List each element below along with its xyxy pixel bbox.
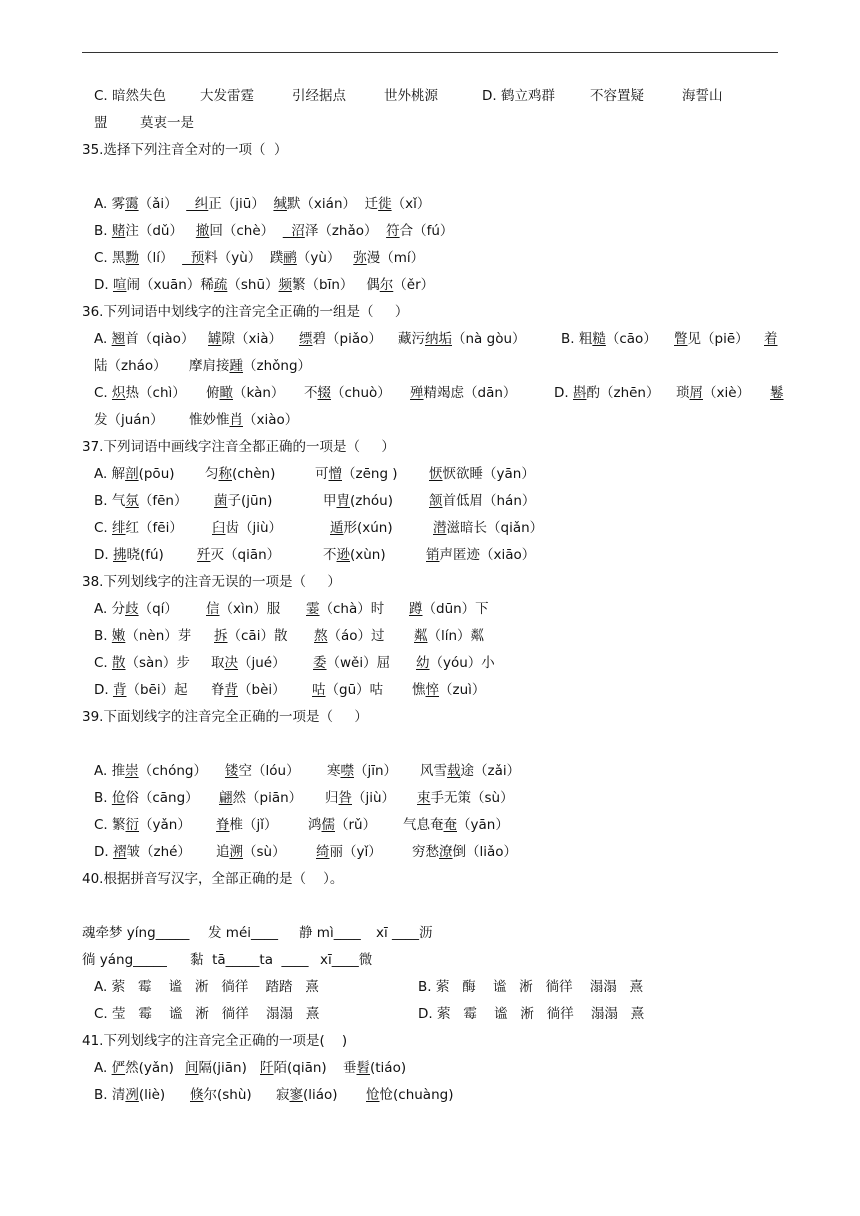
text-segment: 36.下列词语中划线字的注音完全正确的一组是（ ） [82,304,409,320]
text-segment: 穷愁潦倒（liǎo） [412,844,518,860]
text-segment: 鬈 [770,385,784,401]
text-segment: 取决（jué） [211,655,286,671]
text-segment: 追溯（sù） [216,844,286,860]
text-segment: 潜滋暗长（qiǎn） [433,520,544,536]
text-segment: 束手无策（sù） [417,790,514,806]
text-segment: 39.下面划线字的注音完全正确的一项是（ ） [82,709,368,725]
text-segment: 不容置疑 [590,88,644,104]
text-segment: B. 萦 酶 谧 淅 徜徉 溻溻 熹 [418,979,644,995]
text-segment: 憔悴（zuì） [412,682,486,698]
text-segment: 鸿儒（rǔ） [308,817,377,833]
text-segment: 臼齿（jiù） [212,520,283,536]
text-segment: D. 斟酌（zhēn） [554,385,660,401]
text-segment: 静 mì____ [299,925,361,941]
text-segment: 世外桃源 [384,88,438,104]
text-segment: 黏 tā_____ta ____ [190,952,309,968]
text-segment: 莫衷一是 [140,115,194,131]
text-segment: 罅隙（xià） [208,331,283,347]
text-segment: 咕（gū）咕 [312,682,384,698]
text-segment: 霎（chà）时 [306,601,385,617]
text-segment: 海誓山 [682,88,723,104]
text-segment: 不逊(xùn) [323,547,386,563]
text-segment: 间隔(jiān) [185,1060,247,1076]
text-segment: A. 雾霭（ǎi） 纠正（jiū） 缄默（xián） 迁徙（xǐ） [94,196,431,212]
text-segment: D. 褶皱（zhé） [94,844,191,860]
text-segment: 41.下列划线字的注音完全正确的一项是( ) [82,1033,348,1049]
text-segment: C. 黑黝（lí） 预料（yù） 蹼鹂（yù） 弥漫（mí） [94,250,425,266]
text-segment: 熬（áo）过 [314,628,385,644]
text-segment: 37.下列词语中画线字注音全都正确的一项是（ ） [82,439,395,455]
text-segment: 气息奄奄（yān） [403,817,509,833]
text-segment: 脊背（bèi） [211,682,286,698]
text-segment: 殚精竭虑（dān） [410,385,517,401]
text-segment: 匀称(chèn) [205,466,276,482]
text-segment: B. 气氛（fēn） [94,493,188,509]
text-segment: A. 俨然(yǎn) [94,1060,174,1076]
header-rule [82,52,778,53]
text-segment: B. 清冽(liè) [94,1087,166,1103]
text-segment: C. 炽热（chì） [94,385,186,401]
text-segment: B. 伧俗（cāng） [94,790,199,806]
text-segment: D. 萦 霉 谧 淅 徜徉 溻溻 熹 [418,1006,645,1022]
text-segment: B. 嫩（nèn）芽 [94,628,192,644]
text-segment: 倏尔(shù) [190,1087,252,1103]
text-segment: 甲胄(zhóu) [323,493,393,509]
text-segment: D. 喧闹（xuān）稀疏（shū）频繁（bīn） 偶尔（ěr） [94,277,435,293]
text-segment: 着 [764,331,778,347]
text-segment: 陆（zháo） [94,358,167,374]
text-segment: 寒噤（jīn） [327,763,398,779]
text-segment: A. 翘首（qiào） [94,331,195,347]
text-segment: 恹恹欲睡（yān） [429,466,535,482]
text-segment: 盟 [94,115,108,131]
text-segment: 引经据点 [292,88,346,104]
text-segment: 绮丽（yǐ） [316,844,382,860]
text-segment: C. 散（sàn）步 [94,655,190,671]
text-segment: A. 解剖(pōu) [94,466,175,482]
text-segment: 归咎（jiù） [325,790,396,806]
text-segment: 信（xìn）服 [206,601,281,617]
text-segment: 翩然（piān） [219,790,303,806]
text-segment: A. 分歧（qí） [94,601,178,617]
text-segment: 寂寥(liáo) [276,1087,338,1103]
text-segment: D. 拂晓(fú) [94,547,164,563]
text-segment: 藏污纳垢（nà gòu） [398,331,526,347]
text-segment: C. 暗然失色 [94,88,167,104]
text-segment: B. 粗糙（cāo） [561,331,657,347]
text-segment: 魂牵梦 yíng_____ [82,925,190,941]
text-segment: 蹲（dūn）下 [409,601,489,617]
text-segment: 大发雷霆 [200,88,254,104]
text-segment: 阡陌(qiān) [260,1060,327,1076]
text-segment: 35.选择下列注音全对的一项（ ） [82,142,288,158]
text-segment: 镂空（lóu） [225,763,300,779]
text-segment: 幼（yóu）小 [416,655,495,671]
text-segment: C. 繁衍（yǎn） [94,817,191,833]
text-segment: D. 鹤立鸡群 [482,88,555,104]
text-segment: 不辍（chuò） [304,385,391,401]
text-segment: 歼灭（qiān） [197,547,281,563]
text-segment: D. 背（bēi）起 [94,682,188,698]
text-segment: 可憎（zēng ) [315,466,398,482]
text-segment: 38.下列划线字的注音无误的一项是（ ） [82,574,341,590]
text-segment: 琐屑（xiè） [676,385,751,401]
text-segment: A. 推崇（chóng） [94,763,207,779]
text-segment: 遁形(xún) [330,520,393,536]
text-segment: 销声匿迹（xiāo） [426,547,536,563]
text-segment: B. 赌注（dǔ） 撤回（chè） 沼泽（zhǎo） 符合（fú） [94,223,454,239]
text-segment: 脊椎（jǐ） [216,817,278,833]
text-segment: 拆（cāi）散 [214,628,288,644]
text-segment: 瞥见（piē） [674,331,749,347]
text-segment: 40.根据拼音写汉字，全部正确的是（ ）。 [82,871,344,887]
text-segment: 摩肩接踵（zhǒng） [189,358,312,374]
text-segment: C. 莹 霉 谧 淅 徜徉 溻溻 熹 [94,1006,320,1022]
text-segment: 风雪载途（zǎi） [420,763,521,779]
text-segment: C. 绯红（fēi） [94,520,183,536]
text-segment: 发（juán） [94,412,164,428]
text-segment: 颔首低眉（hán） [429,493,536,509]
text-segment: 菌子(jūn) [214,493,273,509]
text-segment: 惟妙惟肖（xiào） [189,412,299,428]
text-segment: xī ____沥 [376,925,433,941]
text-segment: 徜 yáng_____ [82,952,167,968]
text-segment: xī____微 [320,952,373,968]
text-segment: 怆怆(chuàng) [366,1087,454,1103]
text-segment: 俯瞰（kàn） [206,385,285,401]
text-segment: A. 萦 霉 谧 淅 徜徉 踏踏 熹 [94,979,319,995]
text-segment: 发 méi____ [208,925,278,941]
text-segment: 垂髫(tiáo) [343,1060,407,1076]
text-segment: 粼（lín）粼 [414,628,485,644]
text-segment: 缥碧（piǎo） [299,331,382,347]
text-segment: 委（wěi）屈 [313,655,391,671]
